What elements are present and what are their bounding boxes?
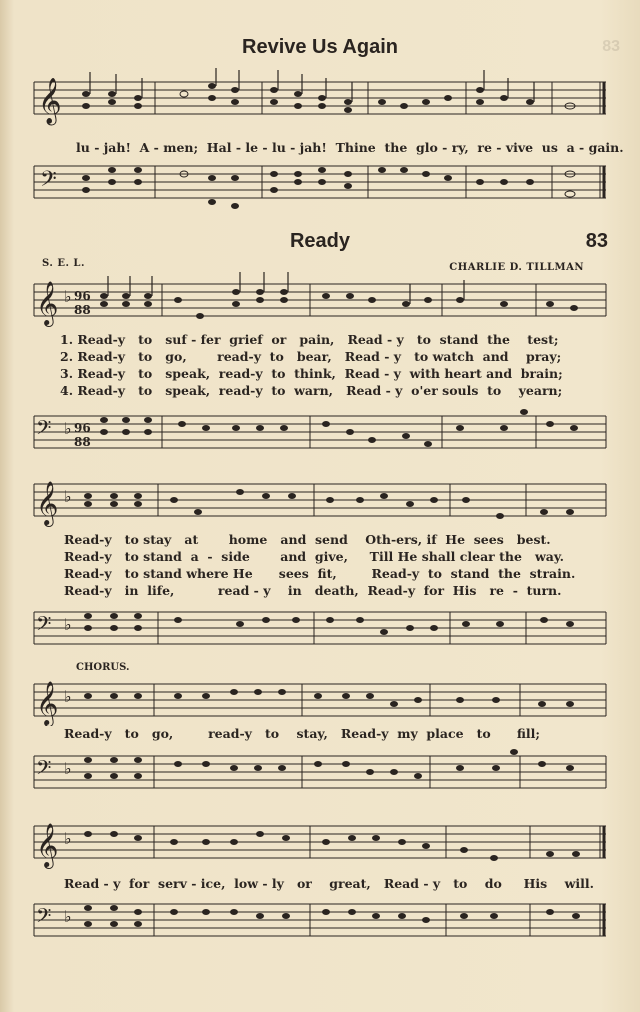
top-hymn-title: Revive Us Again [242, 36, 398, 58]
svg-text:96: 96 [74, 289, 91, 303]
top-hymn-lyric: lu - jah! A - men; Hal - le - lu - jah! Thine the glo - ry, re - vive us a - gain. [76, 140, 624, 155]
svg-text:♭: ♭ [64, 487, 72, 506]
svg-text:96: 96 [74, 421, 91, 435]
system2-treble-staff [30, 470, 608, 532]
verse-3-line-b: Read-y to stand where He sees fit, Read-y to stand the strain. [64, 566, 576, 581]
svg-text:𝄞: 𝄞 [36, 681, 59, 725]
svg-text:88: 88 [74, 303, 91, 317]
system1-bass-staff [30, 402, 608, 464]
svg-text:𝄢: 𝄢 [36, 756, 52, 784]
chorus1-bass-staff [30, 742, 608, 804]
svg-text:𝄢: 𝄢 [36, 612, 52, 640]
svg-text:♭: ♭ [64, 419, 72, 438]
svg-text:𝄞: 𝄞 [38, 78, 62, 124]
svg-text:𝄞: 𝄞 [36, 823, 59, 867]
verse-1-line-a: 1. Read-y to suf - fer grief or pain, Read - y to stand the test; [60, 332, 559, 347]
chorus2-treble-staff [30, 812, 608, 874]
svg-text:♭: ♭ [64, 829, 72, 848]
system2-bass-staff [30, 598, 608, 660]
svg-text:𝄞: 𝄞 [36, 481, 59, 525]
hymn-number: 83 [585, 230, 608, 252]
music-credit: CHARLIE D. TILLMAN [449, 262, 584, 273]
verse-2-line-a: 2. Read-y to go, read-y to bear, Read - y to watch and pray; [60, 349, 562, 364]
verse-1-line-b: Read-y to stay at home and send Oth-ers, if He sees best. [64, 532, 551, 547]
svg-text:𝄢: 𝄢 [36, 904, 52, 932]
chorus1-treble-staff [30, 670, 608, 726]
top-hymn-bass-staff [30, 152, 608, 222]
chorus-lyric-1: Read-y to go, read-y to stay, Read-y my place to fill; [64, 726, 541, 741]
verse-3-line-a: 3. Read-y to speak, read-y to think, Read - y with heart and brain; [60, 366, 563, 381]
words-credit: S. E. L. [42, 258, 85, 269]
svg-text:𝄢: 𝄢 [36, 416, 52, 444]
svg-text:♭: ♭ [64, 759, 72, 778]
top-hymn-treble-staff [30, 64, 608, 148]
bleed-through-text: 83 [602, 38, 620, 55]
verse-2-line-b: Read-y to stand a - side and give, Till He shall clear the way. [64, 549, 565, 564]
verse-4-line-b: Read-y in life, read - y in death, Read-y for His re - turn. [64, 583, 562, 598]
svg-text:♭: ♭ [64, 907, 72, 926]
svg-text:♭: ♭ [64, 287, 72, 306]
chorus-lyric-2: Read - y for serv - ice, low - ly or great, Read - y to do His will. [64, 876, 594, 891]
chorus-label: CHORUS. [76, 662, 130, 673]
svg-text:♭: ♭ [64, 687, 72, 706]
chorus2-bass-staff [30, 890, 608, 952]
svg-text:𝄢: 𝄢 [40, 167, 57, 197]
svg-text:88: 88 [74, 435, 91, 449]
verse-4-line-a: 4. Read-y to speak, read-y to warn, Read - y o'er souls to yearn; [60, 383, 563, 398]
hymn-title: Ready [289, 230, 351, 252]
svg-text:𝄞: 𝄞 [36, 281, 59, 325]
svg-text:♭: ♭ [64, 615, 72, 634]
system1-treble-staff [30, 270, 608, 332]
